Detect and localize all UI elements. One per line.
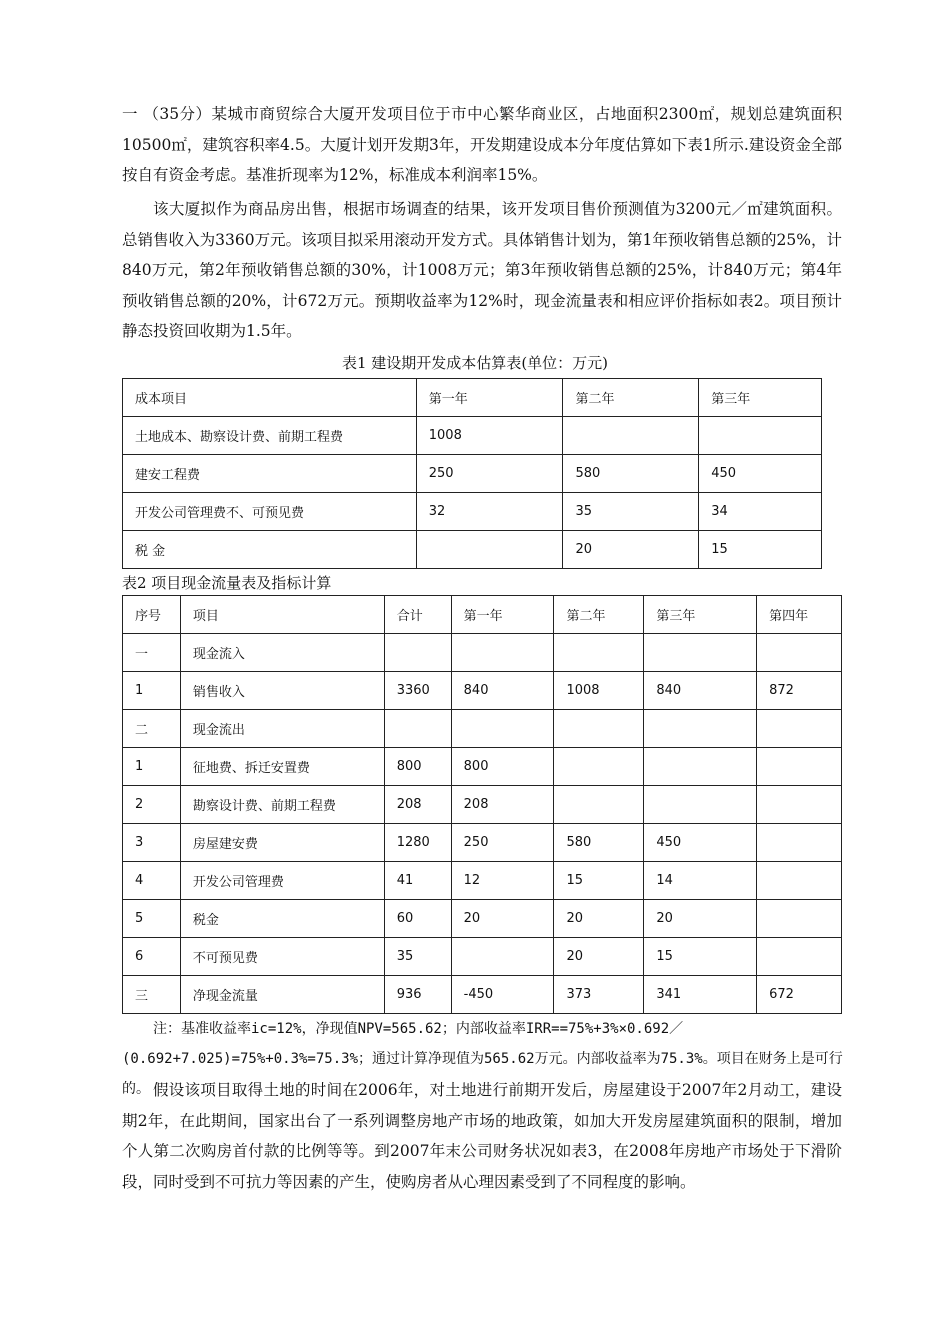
table-cell: 450 [644, 824, 757, 862]
table-cell [451, 710, 554, 748]
table-row [123, 531, 822, 569]
table-cell: 872 [757, 672, 842, 710]
table-cell: 580 [554, 824, 644, 862]
table-cell [757, 710, 842, 748]
table-cell: 二 [123, 710, 181, 748]
table-cell: 250 [451, 824, 554, 862]
table-header-row [123, 596, 842, 634]
table-cell [554, 748, 644, 786]
table-cell: 开发公司管理费不、可预见费 [123, 493, 417, 531]
table-cell: 开发公司管理费 [180, 862, 384, 900]
table-cell: 20 [563, 531, 699, 569]
table-cell: 土地成本、勘察设计费、前期工程费 [123, 417, 417, 455]
table-row [123, 672, 842, 710]
table-cell [757, 900, 842, 938]
table-cell: 三 [123, 976, 181, 1014]
table-header-cell: 第三年 [644, 596, 757, 634]
table-cell: 3360 [384, 672, 451, 710]
table-cell [757, 634, 842, 672]
table-cell [644, 786, 757, 824]
table-cell: 1 [123, 748, 181, 786]
table-cell: 1008 [554, 672, 644, 710]
table-header-cell: 成本项目 [123, 379, 417, 417]
table-row [123, 417, 822, 455]
table-cell: 15 [699, 531, 822, 569]
table-cell: 208 [384, 786, 451, 824]
table-cell [644, 634, 757, 672]
table-row [123, 493, 822, 531]
table-cell: 20 [451, 900, 554, 938]
table-cell: 1008 [416, 417, 563, 455]
table-cell: 净现金流量 [180, 976, 384, 1014]
table-cell: 580 [563, 455, 699, 493]
table-row [123, 748, 842, 786]
table-header-cell: 序号 [123, 596, 181, 634]
table-row [123, 455, 822, 493]
table-cell [757, 824, 842, 862]
table-cell [699, 417, 822, 455]
table-header-cell: 第二年 [563, 379, 699, 417]
table1-caption: 表1 建设期开发成本估算表(单位：万元) [342, 354, 609, 372]
table-cell: 35 [563, 493, 699, 531]
table-cell: 14 [644, 862, 757, 900]
table-header-cell: 第二年 [554, 596, 644, 634]
table-cell: 销售收入 [180, 672, 384, 710]
table-row [123, 824, 842, 862]
table-cell: 208 [451, 786, 554, 824]
table-row [123, 710, 842, 748]
table-cell: 1280 [384, 824, 451, 862]
table-header-cell: 第三年 [699, 379, 822, 417]
scenario-paragraph: 假设该项目取得土地的时间在2006年，对土地进行前期开发后，房屋建设于2007年2月动工，建设期2年，在此期间，国家出台了一系列调整房地产市场的地政策，如加大开发房屋建筑面积的限制，增加个人第二次购房首付款的比例等等。到2007年末公司财务状况如表3，在2008年房地产市场处于下滑阶段，同时受到不可抗力等因素的产生，使购房者从心理因素受到了不同程度的影响。 [122, 1081, 842, 1191]
table-cell: 勘察设计费、前期工程费 [180, 786, 384, 824]
table-header-cell: 合计 [384, 596, 451, 634]
table-row [123, 976, 842, 1014]
table-cell: 税 金 [123, 531, 417, 569]
table-cell: 936 [384, 976, 451, 1014]
table-cell [644, 710, 757, 748]
table-cell [757, 862, 842, 900]
table-header-cell: 第一年 [451, 596, 554, 634]
table-cell: 15 [644, 938, 757, 976]
table-cell: 20 [554, 900, 644, 938]
table-cell: 672 [757, 976, 842, 1014]
table-cell: 建安工程费 [123, 455, 417, 493]
table-cell: 一 [123, 634, 181, 672]
table-cell [563, 417, 699, 455]
table-cell: 4 [123, 862, 181, 900]
table2-caption: 表2 项目现金流量表及指标计算 [122, 574, 332, 592]
table-row [123, 786, 842, 824]
table-row [123, 938, 842, 976]
table-cell: 6 [123, 938, 181, 976]
table-cell: 15 [554, 862, 644, 900]
table-row [123, 862, 842, 900]
table-cell [644, 748, 757, 786]
table-cell: 60 [384, 900, 451, 938]
cost-estimate-table [122, 378, 822, 569]
table-cell: 41 [384, 862, 451, 900]
sales-paragraph: 该大厦拟作为商品房出售，根据市场调查的结果，该开发项目售价预测值为3200元／㎡建筑面积。总销售收入为3360万元。该项目拟采用滚动开发方式。具体销售计划为，第1年预收销售总额的25%，计840万元，第2年预收销售总额的30%，计1008万元；第3年预收销售总额的25%，计840万元；第4年预收销售总额的20%，计672万元。预期收益率为12%时，现金流量表和相应评价指标如表2。项目预计静态投资回收期为1.5年。 [122, 200, 842, 340]
table-cell: 房屋建安费 [180, 824, 384, 862]
table-cell [554, 710, 644, 748]
intro-paragraph: 一 （35分）某城市商贸综合大厦开发项目位于市中心繁华商业区，占地面积2300㎡，规划总建筑面积10500㎡，建筑容积率4.5。大厦计划开发期3年，开发期建设成本分年度估算如下表1所示.建设资金全部按自有资金考虑。基准折现率为12%，标准成本利润率15%。 [122, 105, 842, 184]
table-cell: 2 [123, 786, 181, 824]
table-cell: 840 [451, 672, 554, 710]
table-cell: -450 [451, 976, 554, 1014]
table-cell [384, 710, 451, 748]
cash-flow-table [122, 595, 842, 1014]
table-cell: 341 [644, 976, 757, 1014]
table-row [123, 634, 842, 672]
table-cell: 征地费、拆迁安置费 [180, 748, 384, 786]
table-cell: 35 [384, 938, 451, 976]
table-cell: 税金 [180, 900, 384, 938]
table-cell [757, 748, 842, 786]
table-cell [416, 531, 563, 569]
table-cell [451, 938, 554, 976]
table-cell: 现金流入 [180, 634, 384, 672]
table-cell: 800 [384, 748, 451, 786]
table-cell: 34 [699, 493, 822, 531]
table-cell [451, 634, 554, 672]
table-cell: 20 [644, 900, 757, 938]
table-header-row [123, 379, 822, 417]
table-cell: 不可预见费 [180, 938, 384, 976]
table-cell [757, 938, 842, 976]
table-cell: 现金流出 [180, 710, 384, 748]
table-header-cell: 第四年 [757, 596, 842, 634]
table-cell [554, 786, 644, 824]
table-cell [757, 786, 842, 824]
table-cell: 840 [644, 672, 757, 710]
table-cell: 20 [554, 938, 644, 976]
table-cell [384, 634, 451, 672]
table-cell: 373 [554, 976, 644, 1014]
table-cell: 12 [451, 862, 554, 900]
table-cell: 1 [123, 672, 181, 710]
table-cell: 5 [123, 900, 181, 938]
table-cell: 32 [416, 493, 563, 531]
table-row [123, 900, 842, 938]
table-cell: 450 [699, 455, 822, 493]
table-cell: 3 [123, 824, 181, 862]
table-header-cell: 第一年 [416, 379, 563, 417]
table-cell [554, 634, 644, 672]
indicator-note: 注：基准收益率ic=12%，净现值NPV=565.62；内部收益率IRR==75%+3%×0.692／(0.692+7.025)=75%+0.3%=75.3%；通过计算净现值为565.62万元。内部收益率为75.3%。项目在财务上是可行的。 [122, 1021, 843, 1097]
table-cell: 250 [416, 455, 563, 493]
table-header-cell: 项目 [180, 596, 384, 634]
table-cell: 800 [451, 748, 554, 786]
